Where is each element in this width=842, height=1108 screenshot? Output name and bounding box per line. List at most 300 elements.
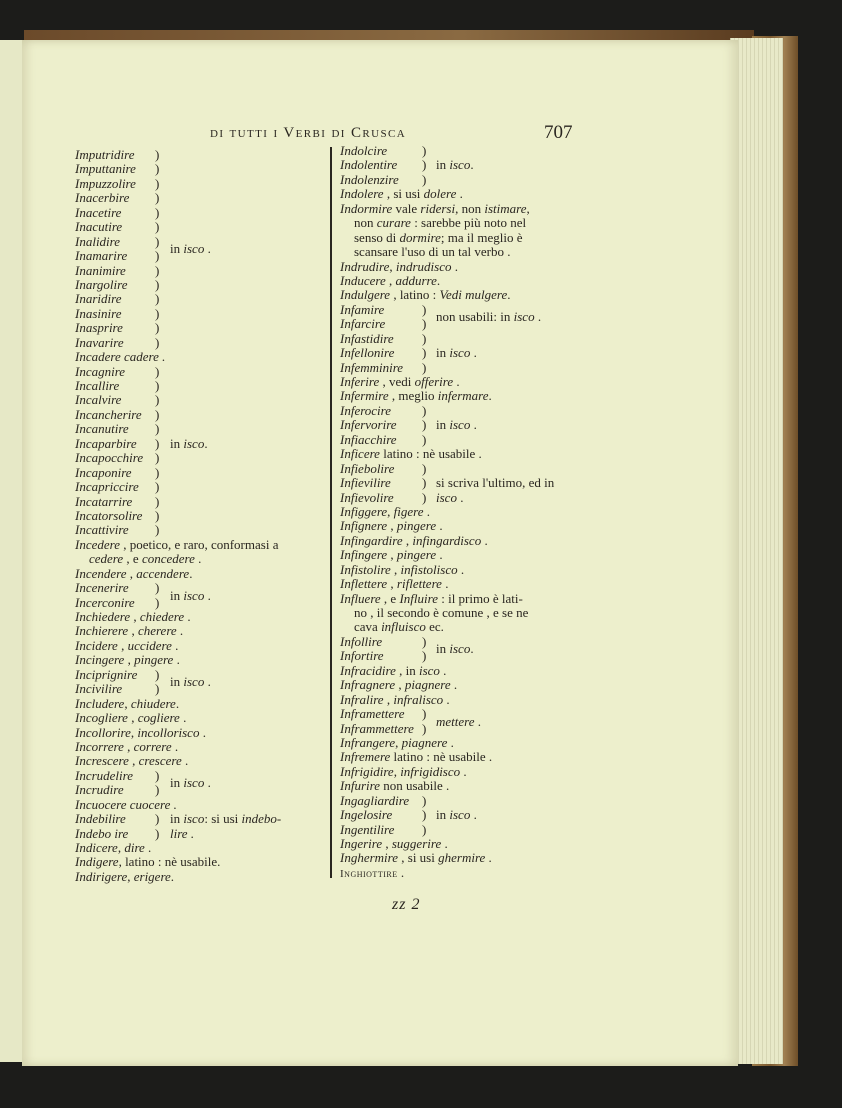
- brace-mark: ): [155, 811, 160, 827]
- headword: Incallire: [75, 378, 120, 393]
- text-segment: ,: [127, 868, 134, 884]
- brace-mark: ): [155, 580, 160, 596]
- headword: Indebo ire: [75, 825, 129, 841]
- headword: Inframettere: [340, 706, 405, 722]
- text-segment: in: [436, 641, 450, 657]
- dictionary-line: [340, 664, 585, 678]
- text-segment: .: [460, 763, 467, 779]
- text-segment: .: [470, 345, 477, 361]
- headword: Infievolire: [340, 489, 394, 505]
- group-note: [170, 675, 211, 689]
- text-segment: .: [534, 309, 542, 325]
- text-segment: .: [204, 241, 211, 257]
- headword: Inacetire: [75, 204, 122, 220]
- dictionary-line: [340, 620, 585, 634]
- dictionary-line: [75, 552, 335, 566]
- text-segment: indebo-: [241, 811, 282, 827]
- dictionary-line: [340, 577, 585, 591]
- text-segment: .: [171, 637, 179, 653]
- dictionary-line: [340, 505, 585, 519]
- text-segment: infrigidisco: [400, 763, 461, 779]
- headword: Incrudire: [75, 782, 124, 798]
- dictionary-line: [340, 678, 585, 692]
- headword: Inasprire: [75, 320, 123, 336]
- text-segment: isco: [183, 241, 205, 257]
- text-segment: lire .: [170, 825, 195, 841]
- headword: Incancherire: [75, 406, 142, 422]
- dictionary-line: [340, 823, 585, 837]
- text-segment: isco: [183, 811, 205, 827]
- text-segment: figere: [393, 503, 424, 519]
- brace-mark: ): [422, 402, 427, 418]
- text-segment: .: [436, 547, 443, 563]
- headword: Infistolire: [340, 561, 391, 577]
- headword: Incivilire: [75, 681, 123, 697]
- text-segment: senso di: [354, 229, 400, 245]
- dictionary-line: [75, 307, 335, 321]
- text-segment: uccidere: [127, 637, 172, 653]
- dictionary-line: [340, 808, 585, 822]
- text-segment: .: [170, 868, 175, 884]
- headword: Incrudelire: [75, 767, 133, 783]
- text-segment: mettere: [436, 713, 475, 729]
- text-segment: isco: [183, 435, 205, 451]
- group-note: [436, 418, 477, 432]
- headword: Includere: [75, 695, 125, 711]
- group-note: [170, 776, 211, 790]
- text-segment: .: [457, 561, 465, 577]
- headword: Infiacchire: [340, 431, 397, 447]
- headword: Infervorire: [340, 417, 397, 433]
- headword: Incorrere: [75, 738, 124, 754]
- brace-mark: ): [155, 291, 160, 307]
- text-segment: ,: [402, 532, 413, 548]
- headword: Inasinire: [75, 305, 122, 321]
- text-segment: dolere: [423, 186, 457, 202]
- headword: Incatarrire: [75, 493, 133, 509]
- dictionary-line: [340, 346, 585, 360]
- dictionary-line: [75, 177, 335, 191]
- dictionary-line: [75, 148, 335, 162]
- text-segment: pingere: [396, 547, 437, 563]
- brace-mark: ): [155, 175, 160, 191]
- dictionary-line: [75, 523, 335, 537]
- text-segment: isco: [183, 587, 205, 603]
- group-note: [170, 589, 211, 603]
- brace-mark: ): [422, 316, 427, 332]
- dictionary-line: [75, 870, 335, 884]
- dictionary-line: [75, 451, 335, 465]
- brace-mark: ): [155, 204, 160, 220]
- brace-mark: ): [422, 489, 427, 505]
- dictionary-line: [75, 162, 335, 176]
- dictionary-line: [340, 606, 585, 620]
- text-segment: .: [456, 489, 464, 505]
- text-segment: .: [184, 609, 191, 624]
- text-segment: .: [204, 435, 208, 451]
- brace-mark: ): [155, 190, 160, 206]
- text-segment: ridersi: [420, 200, 456, 216]
- signature-mark: zz 2: [392, 896, 421, 913]
- text-segment: .: [194, 551, 202, 567]
- headword: Infollire: [340, 633, 383, 649]
- dictionary-line: [75, 495, 335, 509]
- headword: Incidere: [75, 637, 118, 653]
- dictionary-line: [340, 447, 585, 461]
- text-segment: isco: [436, 489, 457, 505]
- text-segment: .: [144, 840, 152, 855]
- text-segment: cedere: [89, 551, 124, 567]
- brace-mark: ): [155, 450, 160, 466]
- dictionary-line: [340, 144, 585, 158]
- text-segment: .: [447, 734, 454, 750]
- brace-mark: ): [155, 161, 160, 177]
- text-segment: , latino : nè usabile.: [118, 854, 221, 870]
- dictionary-line: [75, 711, 335, 725]
- group-note: [436, 158, 474, 172]
- dictionary-line: [340, 851, 585, 865]
- text-segment: .: [204, 587, 211, 603]
- dictionary-line: [75, 191, 335, 205]
- text-segment: ,: [130, 724, 138, 740]
- headword: Inducere: [340, 272, 386, 288]
- headword: Inanimire: [75, 262, 126, 278]
- dictionary-line: [75, 206, 335, 220]
- dictionary-line: [75, 422, 335, 436]
- headword: Ingentilire: [340, 821, 395, 837]
- text-segment: .: [436, 272, 441, 288]
- group-note: [436, 715, 481, 729]
- text-segment: non usabili: in: [436, 309, 514, 325]
- brace-mark: ): [422, 720, 427, 736]
- dictionary-line: [340, 563, 585, 577]
- brace-mark: ): [422, 345, 427, 361]
- headword: Influere: [340, 590, 381, 606]
- dictionary-line: [75, 480, 335, 494]
- dictionary-line: [75, 798, 335, 812]
- brace-mark: ): [155, 435, 160, 451]
- headword: Inacutire: [75, 219, 123, 235]
- dictionary-line: [75, 220, 335, 234]
- text-segment: isco: [449, 157, 471, 173]
- text-segment: ,: [124, 695, 131, 711]
- brace-mark: ): [422, 301, 427, 317]
- text-segment: infistolisco: [400, 561, 458, 577]
- text-segment: in: [436, 345, 450, 361]
- text-segment: ,: [128, 623, 138, 639]
- text-segment: , si usi: [398, 850, 439, 866]
- dictionary-line: [75, 754, 335, 768]
- text-segment: cogliere: [137, 710, 180, 726]
- brace-mark: ): [155, 406, 160, 422]
- headword: Indolere: [340, 186, 384, 202]
- text-segment: in: [170, 435, 184, 451]
- text-segment: isco: [418, 662, 440, 678]
- text-segment: ,: [126, 565, 137, 581]
- headword: Infievilire: [340, 475, 391, 491]
- text-segment: , in: [395, 662, 419, 678]
- text-segment: ,: [389, 258, 396, 274]
- headword: Indolenzire: [340, 171, 399, 187]
- text-segment: chiudere: [130, 695, 176, 711]
- text-segment: erigere: [133, 868, 171, 884]
- headword: Infignere: [340, 518, 388, 534]
- headword: Inferire: [340, 374, 380, 389]
- brace-mark: ): [155, 479, 160, 495]
- dictionary-line: [75, 321, 335, 335]
- text-segment: ,: [117, 840, 125, 855]
- brace-mark: ): [422, 359, 427, 375]
- text-segment: infingardisco: [412, 532, 482, 548]
- headword: Infurire: [340, 778, 380, 794]
- text-segment: .: [176, 623, 184, 639]
- dictionary-line: [75, 567, 335, 581]
- text-segment: , e: [123, 551, 142, 567]
- dictionary-line: [340, 418, 585, 432]
- dictionary-line: [340, 231, 585, 245]
- text-segment: indrudisco: [395, 258, 452, 274]
- brace-mark: ): [422, 792, 427, 808]
- brace-mark: ): [422, 807, 427, 823]
- text-segment: piagnere: [401, 734, 448, 750]
- headword: Ingelosire: [340, 807, 393, 823]
- text-segment: in: [436, 807, 450, 823]
- brace-mark: ): [422, 706, 427, 722]
- group-note: [170, 812, 281, 826]
- text-segment: .: [439, 662, 447, 678]
- text-segment: .: [441, 836, 448, 851]
- dictionary-line: [340, 173, 585, 187]
- text-segment: .: [481, 532, 488, 548]
- text-segment: .: [189, 565, 193, 581]
- headword: Inavarire: [75, 334, 124, 350]
- text-segment: , si usi: [383, 186, 424, 202]
- headword: Indirigere: [75, 868, 128, 884]
- text-segment: , latino :: [390, 287, 440, 303]
- text-segment: cherere: [137, 623, 177, 639]
- text-segment: : sarebbe più noto nel: [410, 215, 527, 231]
- text-segment: , e: [380, 590, 400, 606]
- text-segment: concedere: [141, 551, 195, 567]
- dictionary-line: [75, 812, 335, 826]
- text-segment: cadere .: [120, 349, 166, 365]
- brace-mark: ): [155, 276, 160, 292]
- text-segment: ,: [123, 738, 134, 754]
- dictionary-line: [75, 653, 335, 667]
- group-note: [436, 476, 554, 490]
- headword: Infracidire: [340, 662, 396, 678]
- dictionary-line: [340, 288, 585, 302]
- text-segment: .: [443, 691, 450, 707]
- text-segment: non usabile .: [379, 778, 450, 794]
- brace-mark: ): [422, 171, 427, 187]
- text-segment: cuocere .: [126, 796, 177, 812]
- text-segment: in: [170, 587, 184, 603]
- text-segment: .: [470, 157, 474, 173]
- dictionary-line: [75, 509, 335, 523]
- dictionary-line: [340, 866, 585, 880]
- dictionary-line: [340, 592, 585, 606]
- dictionary-line: [75, 827, 335, 841]
- dictionary-line: [340, 476, 585, 490]
- headword: Incadere: [75, 349, 121, 365]
- dictionary-line: [340, 187, 585, 201]
- text-segment: infermare: [437, 388, 489, 404]
- text-segment: infralisco: [393, 691, 444, 707]
- brace-mark: ): [155, 233, 160, 249]
- brace-mark: ): [422, 648, 427, 664]
- dictionary-line: [340, 462, 585, 476]
- headword: Infiebolire: [340, 460, 395, 476]
- brace-mark: ): [155, 378, 160, 393]
- text-segment: vale: [392, 200, 421, 216]
- headword: Inargolire: [75, 276, 128, 292]
- headword: Indicere: [75, 840, 118, 855]
- headword: Infingardire: [340, 532, 403, 548]
- headword: Infremere: [340, 749, 391, 765]
- dictionary-line: [340, 433, 585, 447]
- brace-mark: ): [422, 417, 427, 433]
- text-segment: isco: [449, 417, 471, 433]
- text-segment: suggerire: [391, 836, 442, 851]
- text-segment: .: [441, 576, 449, 592]
- headword: Infarcire: [340, 316, 386, 332]
- text-segment: .: [175, 695, 180, 711]
- dictionary-line: [340, 736, 585, 750]
- text-segment: .: [179, 710, 187, 726]
- brace-mark: ): [422, 460, 427, 476]
- text-segment: isco: [449, 345, 471, 361]
- dictionary-line: [340, 548, 585, 562]
- headword: Incingere: [75, 652, 125, 668]
- dictionary-line: [340, 765, 585, 779]
- headword: Infralire: [340, 691, 384, 707]
- dictionary-line: [75, 726, 335, 740]
- text-segment: .: [488, 388, 492, 404]
- text-segment: ,: [117, 637, 128, 653]
- text-segment: piagnere: [404, 677, 451, 693]
- text-segment: ,: [124, 652, 135, 668]
- text-segment: latino : nè usabile .: [390, 749, 493, 765]
- brace-mark: ): [155, 363, 160, 379]
- text-segment: no , il secondo è comune , e se ne: [354, 605, 529, 620]
- headword: Incollorire: [75, 724, 131, 740]
- text-segment: .: [181, 753, 189, 769]
- text-segment: curare: [376, 215, 411, 231]
- text-segment: scansare l'uso di un tal verbo .: [354, 244, 511, 260]
- text-segment: isco: [183, 674, 205, 690]
- dictionary-line: [75, 639, 335, 653]
- dictionary-line: [340, 491, 585, 505]
- text-segment: ,: [127, 710, 138, 726]
- text-segment: riflettere: [396, 576, 442, 592]
- group-note: [436, 491, 463, 505]
- dictionary-line: [340, 274, 585, 288]
- headword: Impuzzolire: [75, 175, 136, 191]
- text-segment: ,: [387, 576, 397, 592]
- brace-mark: ): [155, 666, 160, 682]
- dictionary-line: [75, 538, 335, 552]
- page-number: 707: [544, 122, 573, 143]
- dictionary-line: [340, 361, 585, 375]
- text-segment: .: [451, 258, 458, 274]
- text-segment: .: [474, 713, 481, 729]
- brace-mark: ): [422, 157, 427, 173]
- text-segment: ,: [390, 561, 401, 577]
- brace-mark: ): [422, 431, 427, 447]
- text-segment: influisco: [381, 619, 426, 635]
- headword: Incapriccire: [75, 479, 139, 495]
- text-segment: .: [470, 807, 477, 823]
- dictionary-line: [75, 278, 335, 292]
- text-segment: accendere: [136, 565, 190, 581]
- headword: Incatorsolire: [75, 507, 143, 523]
- headword: Incaponire: [75, 464, 132, 480]
- headword: Infrangere: [340, 734, 396, 750]
- brace-mark: ): [155, 262, 160, 278]
- dictionary-line: [340, 389, 585, 403]
- text-segment: .: [171, 738, 179, 754]
- dictionary-line: [75, 264, 335, 278]
- brace-mark: ): [155, 248, 160, 264]
- dictionary-line: [75, 841, 335, 855]
- headword: Indrudire: [340, 258, 390, 274]
- headword: Infermire: [340, 388, 389, 404]
- headword: Indolentire: [340, 157, 398, 173]
- headword: Incenerire: [75, 580, 129, 596]
- headword: Incuocere: [75, 796, 127, 812]
- text-segment: isco: [449, 807, 471, 823]
- text-segment: : il primo è lati-: [437, 590, 523, 606]
- dictionary-line: [340, 158, 585, 172]
- text-segment: ,: [128, 753, 139, 769]
- text-segment: : si usi: [204, 811, 242, 827]
- dictionary-line: [340, 202, 585, 216]
- text-segment: ,: [387, 547, 397, 563]
- headword: Inframmettere: [340, 720, 414, 736]
- dictionary-line: [75, 697, 335, 711]
- text-segment: addurre: [395, 272, 437, 288]
- text-segment: .: [507, 287, 511, 303]
- text-segment: ,: [395, 677, 405, 693]
- text-segment: isco: [449, 641, 471, 657]
- dictionary-line: [340, 779, 585, 793]
- text-segment: in: [170, 241, 184, 257]
- text-segment: dormire: [399, 229, 441, 245]
- headword: Inchiedere: [75, 609, 131, 624]
- text-segment: ,: [395, 734, 402, 750]
- brace-mark: ): [155, 147, 160, 162]
- text-segment: si scriva l'ultimo, ed in: [436, 475, 555, 491]
- headword: Inferocire: [340, 402, 392, 418]
- text-segment: in: [170, 811, 184, 827]
- text-segment: incollorisco: [137, 724, 200, 740]
- dictionary-line: [75, 740, 335, 754]
- headword: Indebilire: [75, 811, 126, 827]
- text-segment: .: [204, 775, 211, 791]
- headword: Infemminire: [340, 359, 404, 375]
- group-note: [436, 346, 477, 360]
- dictionary-line: [75, 379, 335, 393]
- brace-mark: ): [155, 334, 160, 350]
- dictionary-line: [340, 260, 585, 274]
- headword: Indormire: [340, 200, 393, 216]
- headword: Imputridire: [75, 147, 135, 162]
- text-segment: dire: [124, 840, 145, 855]
- text-segment: in: [436, 157, 450, 173]
- text-segment: in: [436, 417, 450, 433]
- brace-mark: ): [422, 143, 427, 158]
